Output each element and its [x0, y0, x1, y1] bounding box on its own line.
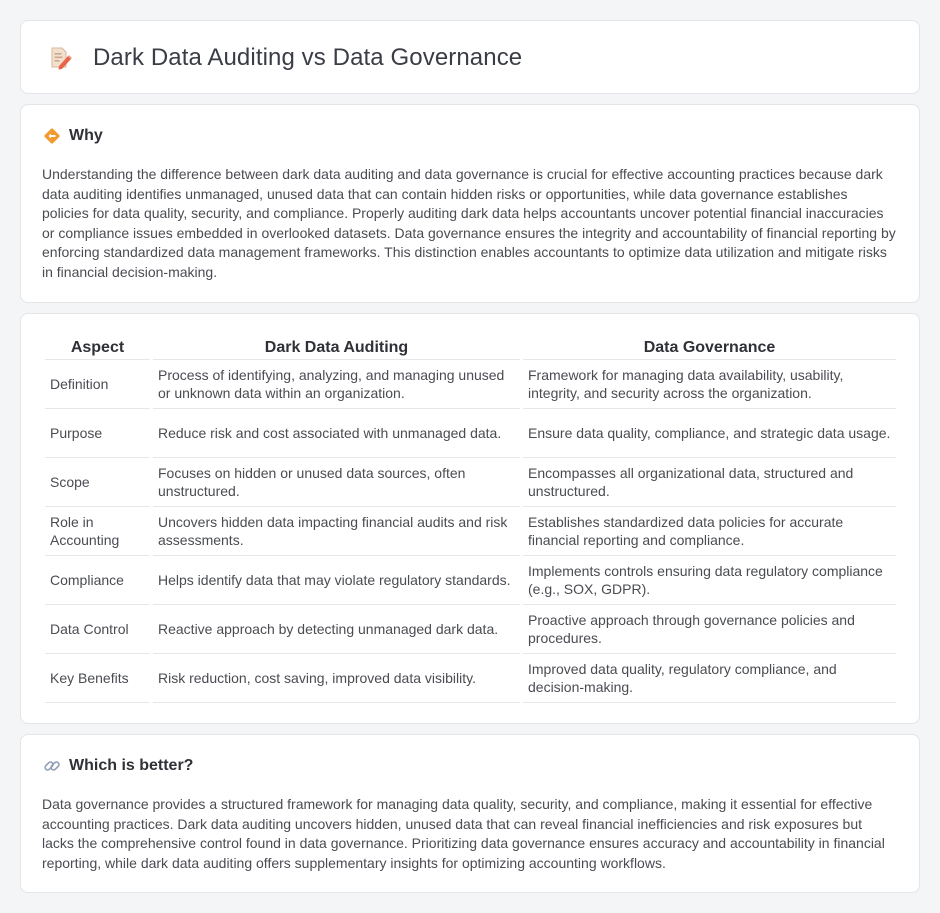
table-row	[45, 409, 896, 458]
row-aspect: Purpose	[45, 409, 150, 458]
table-row	[45, 507, 896, 556]
table-header-row	[45, 334, 896, 360]
link-icon	[43, 757, 61, 775]
table-row	[45, 360, 896, 409]
row-aspect: Data Control	[45, 605, 150, 654]
which-is-better-section	[20, 734, 920, 893]
document-pencil-icon	[47, 45, 73, 71]
row-aspect: Definition	[45, 360, 150, 409]
row-aspect: Role in Accounting	[45, 507, 150, 556]
row-dark: Reactive approach by detecting unmanaged dark data.	[153, 605, 520, 654]
row-aspect: Compliance	[45, 556, 150, 605]
page-title: Dark Data Auditing vs Data Governance	[93, 44, 523, 71]
header-aspect: Aspect	[45, 334, 150, 360]
why-section	[20, 104, 920, 303]
row-dark: Process of identifying, analyzing, and managing unused or unknown data within an organization.	[153, 360, 520, 409]
better-title: Which is better?	[69, 757, 194, 774]
row-aspect: Key Benefits	[45, 654, 150, 703]
title-card	[20, 20, 920, 94]
row-dark: Reduce risk and cost associated with unmanaged data.	[153, 409, 520, 458]
why-title: Why	[69, 127, 103, 144]
header-data-governance: Data Governance	[523, 334, 896, 360]
row-gov: Improved data quality, regulatory compliance, and decision-making.	[523, 654, 896, 703]
diamond-arrows-icon	[43, 127, 61, 145]
table-row	[45, 458, 896, 507]
row-dark: Helps identify data that may violate regulatory standards.	[153, 556, 520, 605]
row-dark: Uncovers hidden data impacting financial audits and risk assessments.	[153, 507, 520, 556]
row-gov: Proactive approach through governance policies and procedures.	[523, 605, 896, 654]
why-text: Understanding the difference between dark data auditing and data governance is crucial for effective accounting practices because dark data auditing identifies unmanaged, unused data that can contain hidden risks or opportunities, while data governance establishes policies for data quality, security, and compliance. Properly auditing dark data helps accountants uncover potential financial inaccuracies or compliance issues embedded in overlooked datasets. Data governance ensures the integrity and accountability of financial reporting by enforcing standardized data management frameworks. This distinction enables accountants to optimize data utilization and mitigate risks in financial decision-making.	[42, 166, 896, 280]
row-gov: Establishes standardized data policies for accurate financial reporting and compliance.	[523, 507, 896, 556]
header-dark-data-auditing: Dark Data Auditing	[153, 334, 520, 360]
row-gov: Framework for managing data availability, usability, integrity, and security across the organization.	[523, 360, 896, 409]
table-row	[45, 556, 896, 605]
table-row	[45, 605, 896, 654]
better-text: Data governance provides a structured framework for managing data quality, security, and compliance, making it essential for effective accounting practices. Dark data auditing uncovers hidden, unused data that can reveal financial inefficiencies and risk exposures but lacks the comprehensive control found in data governance. Prioritizing data governance ensures accuracy and accountability in financial reporting, while dark data auditing offers supplementary insights for optimizing accounting workflows.	[42, 796, 885, 871]
row-gov: Ensure data quality, compliance, and strategic data usage.	[523, 409, 896, 458]
table-row	[45, 654, 896, 703]
row-dark: Focuses on hidden or unused data sources, often unstructured.	[153, 458, 520, 507]
comparison-table	[42, 334, 899, 703]
row-gov: Implements controls ensuring data regulatory compliance (e.g., SOX, GDPR).	[523, 556, 896, 605]
row-dark: Risk reduction, cost saving, improved data visibility.	[153, 654, 520, 703]
comparison-section	[20, 313, 920, 724]
row-aspect: Scope	[45, 458, 150, 507]
row-gov: Encompasses all organizational data, structured and unstructured.	[523, 458, 896, 507]
